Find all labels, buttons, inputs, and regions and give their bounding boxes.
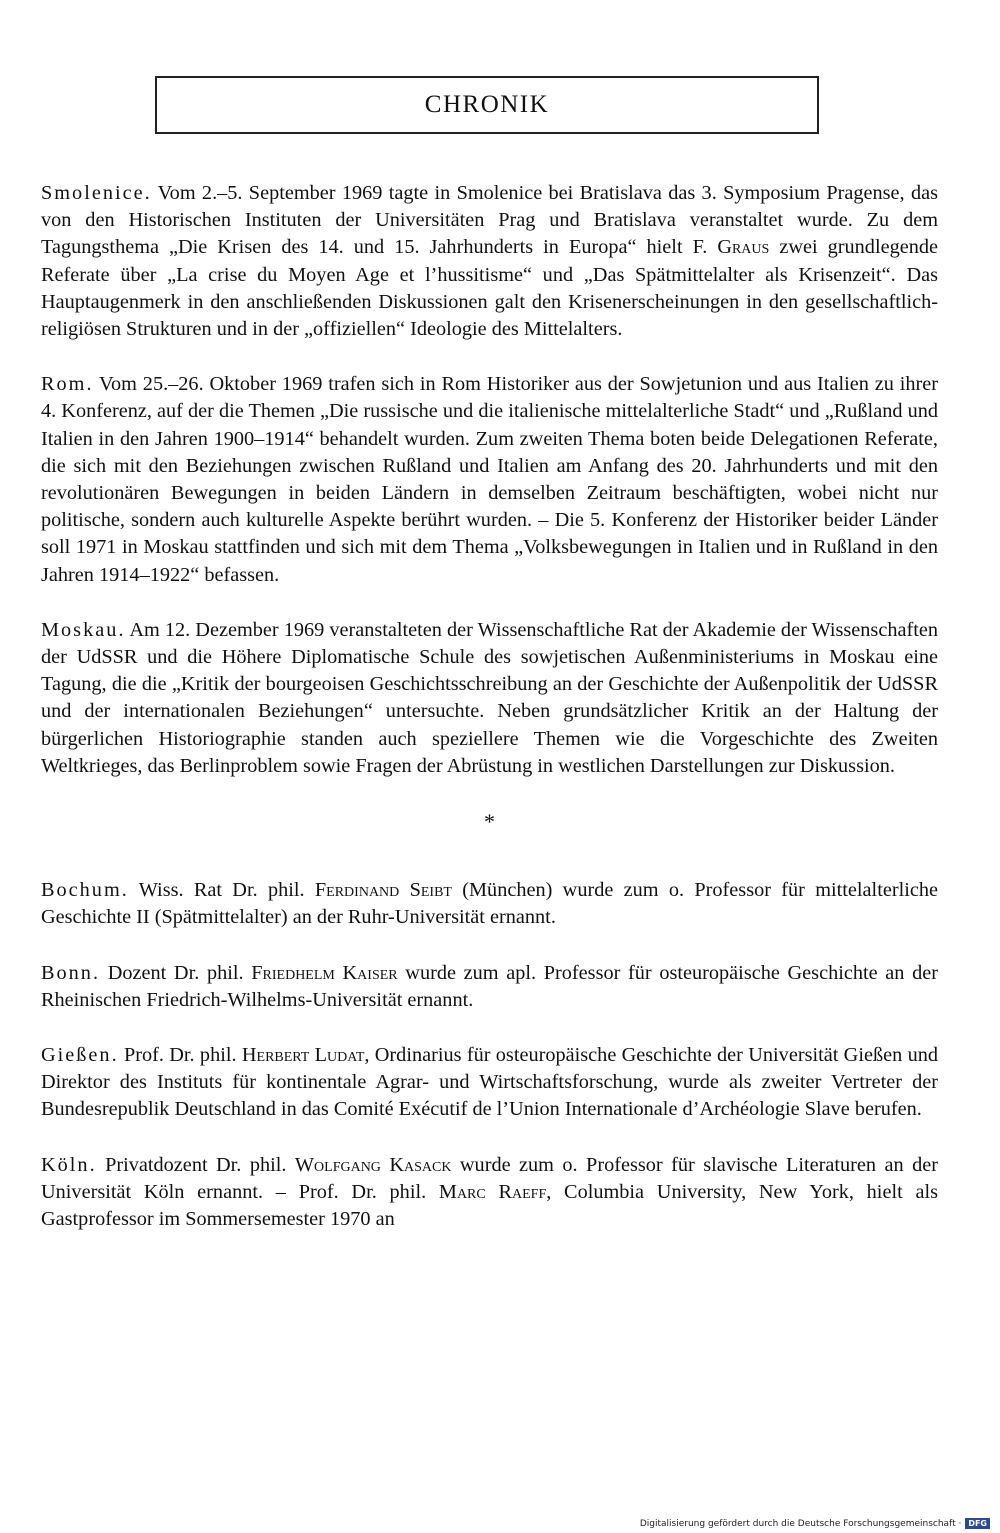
place-name: Köln. <box>41 1153 97 1176</box>
entry-text: wurde zum apl. Professor für osteuropäische Geschichte an der Rheinischen Friedrich-Wilhelms-Universität ernannt. <box>41 961 938 1011</box>
place-name: Smolenice. <box>41 182 152 204</box>
place-name: Bonn. <box>41 961 101 984</box>
entry-text: wurde zum o. Professor für slavische Literaturen an der Universität Köln ernannt. – Prof. Dr. phil. <box>41 1153 938 1203</box>
person-name: Ferdinand Seibt <box>314 879 452 902</box>
entry-text: Wiss. Rat Dr. phil. <box>128 879 315 902</box>
entry-text: Dozent Dr. phil. <box>100 961 252 984</box>
place-name: Bochum. <box>41 879 129 902</box>
entry-bochum <box>41 877 938 931</box>
entry-text: Vom 2.–5. September 1969 tagte in Smolenice bei Bratislava das 3. Symposium Pragense, das von den Historischen Instituten der Universitäten Prag und Bratislava veranstaltet wurde. Zu dem Tagungsthema „Die Krisen des 14. und 15. Jahrhunderts in Europa“ hielt F. <box>41 182 938 259</box>
person-name: Graus <box>717 236 770 259</box>
chronik-header-box <box>155 76 819 134</box>
entry-text: zwei grundlegende Referate über „La crise du Moyen Age et l’hussitisme“ und „Das Spätmittelalter als Krisenzeit“. Das Hauptaugenmerk in den anschließenden Diskussionen galt den Krisenerscheinungen in den gesellschaftlich-religiösen Strukturen und in der „offiziellen“ Ideologie des Mittelalters. <box>41 236 939 341</box>
entry-text: , Ordinarius für osteuropäische Geschichte der Universität Gießen und Direktor des Instituts für kontinentale Agrar- und Wirtschaftsforschung, wurde als zweiter Vertreter der Bundesrepublik Deutschland in das Comité Exécutif de l’Union Internationale d’Archéologie Slave berufen. <box>41 1044 938 1121</box>
entry-moskau <box>41 617 938 780</box>
dfg-logo: DFG <box>965 1518 990 1529</box>
entry-text: (München) wurde zum o. Professor für mittelalterliche Geschichte II (Spätmittelalter) an der Ruhr-Universität ernannt. <box>41 879 938 929</box>
entry-giessen <box>41 1042 938 1124</box>
place-name: Gießen. <box>41 1044 119 1067</box>
entry-smolenice <box>41 180 938 343</box>
person-name: Marc Raeff <box>438 1180 547 1203</box>
section-divider: * <box>484 809 495 835</box>
entry-rom <box>41 371 938 589</box>
person-name: Friedhelm Kaiser <box>251 961 398 984</box>
person-name: Wolfgang Kasack <box>294 1153 452 1176</box>
place-name: Moskau. <box>41 618 126 641</box>
entry-text: , Columbia University, New York, hielt als Gastprofessor im Sommersemester 1970 an <box>41 1180 938 1231</box>
entry-text: Privatdozent Dr. phil. <box>96 1153 295 1176</box>
entry-text: Prof. Dr. phil. <box>118 1044 242 1067</box>
digitization-footer <box>640 1518 990 1529</box>
entry-text: Am 12. Dezember 1969 veranstalteten der Wissenschaftliche Rat der Akademie der Wissenschaften der UdSSR und die Höhere Diplomatische Schule des sowjetischen Außenministeriums in Moskau eine Tagung, die die „Kritik der bourgeoisen Geschichtsschreibung an der Geschichte der Außenpolitik der UdSSR und der internationalen Beziehungen“ untersuchte. Neben grundsätzlicher Kritik an der Haltung der bürgerlichen Historiographie standen auch speziellere Themen wie die Vorgeschichte des Zweiten Weltkrieges, das Berlinproblem sowie Fragen der Abrüstung in westlichen Darstellungen zur Diskussion. <box>41 618 938 777</box>
article-body <box>41 180 938 1261</box>
entry-text: Vom 25.–26. Oktober 1969 trafen sich in Rom Historiker aus der Sowjetunion und aus Italien zu ihrer 4. Konferenz, auf der die Themen „Die russische und die italienische mittelalterliche Stadt“ und „Rußland und Italien in den Jahren 1900–1914“ behandelt wurden. Zum zweiten Thema boten beide Delegationen Referate, die sich mit den Beziehungen zwischen Rußland und Italien am Anfang des 20. Jahrhunderts und mit den revolutionären Bewegungen in beiden Ländern in demselben Zeitraum beschäftigten, wobei nicht nur politische, sondern auch kulturelle Aspekte berührt wurden. – Die 5. Konferenz der Historiker beider Länder soll 1971 in Moskau stattfinden und sich mit dem Thema „Volksbewegungen in Italien und in Rußland in den Jahren 1914–1922“ befassen. <box>41 373 938 586</box>
place-name: Rom. <box>41 373 94 396</box>
entry-koeln <box>41 1152 938 1234</box>
page-title: CHRONIK <box>424 91 550 118</box>
footer-text: Digitalisierung gefördert durch die Deutsche Forschungsgemeinschaft · <box>639 1518 962 1529</box>
entry-bonn <box>41 960 938 1014</box>
person-name: Herbert Ludat <box>241 1044 365 1067</box>
